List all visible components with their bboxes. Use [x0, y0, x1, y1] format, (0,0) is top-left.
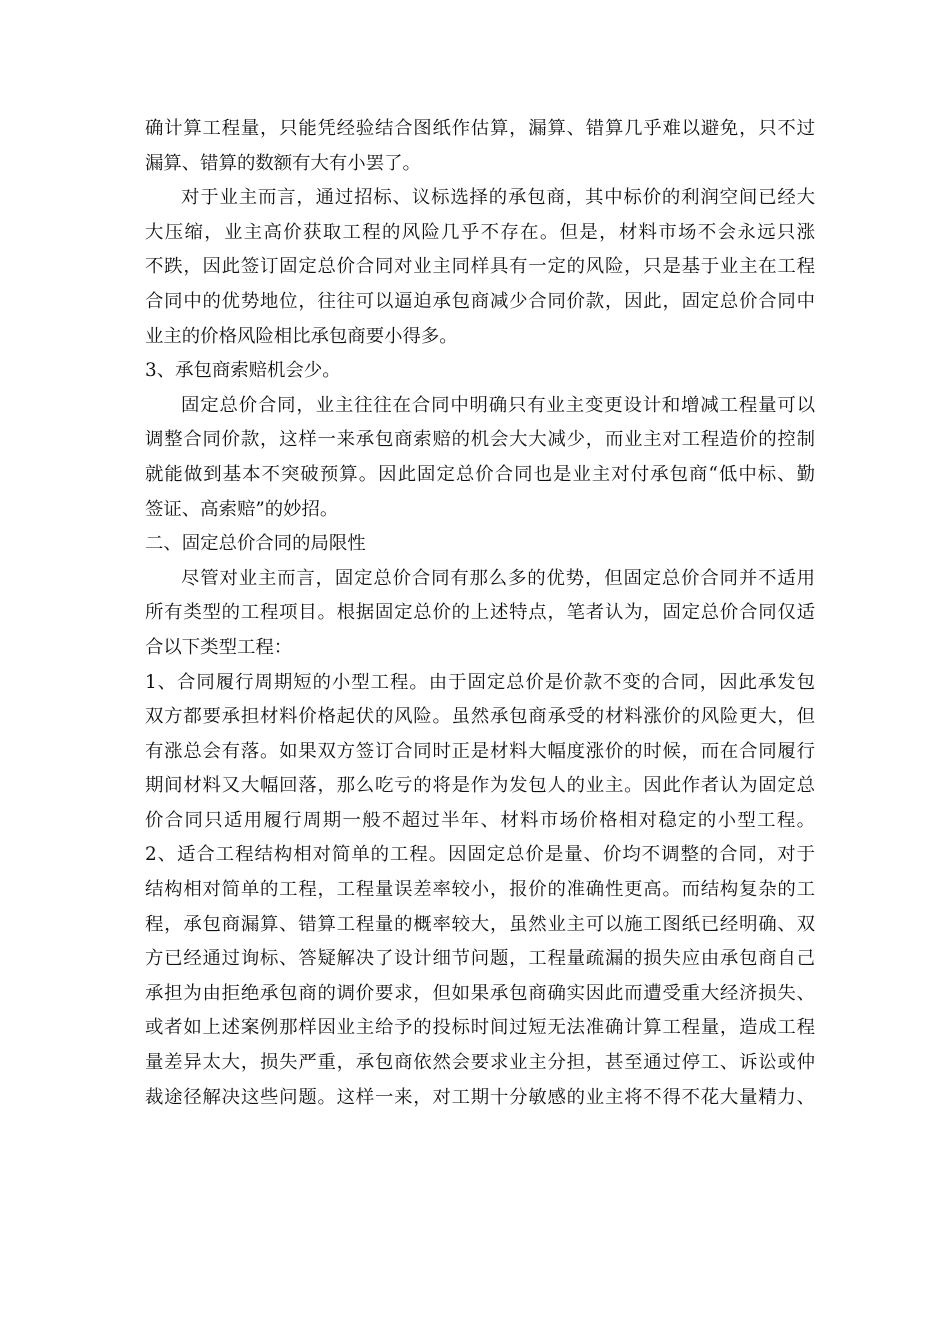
text-line: 3、承包商索赔机会少。	[145, 360, 341, 382]
text-line: 价合同只适用履行周期一般不超过半年、材料市场价格相对稳定的小型工程。	[145, 809, 815, 831]
text-line: 有涨总会有落。如果双方签订合同时正是材料大幅度涨价的时候，而在合同履行	[145, 740, 815, 762]
text-line: 2、适合工程结构相对简单的工程。因固定总价是量、价均不调整的合同，对于	[145, 844, 815, 866]
text-line: 不跌，因此签订固定总价合同对业主同样具有一定的风险，只是基于业主在工程	[145, 256, 815, 278]
text-line: 量差异太大，损失严重，承包商依然会要求业主分担，甚至通过停工、诉讼或仲	[145, 1052, 815, 1074]
text-line: 期间材料又大幅回落，那么吃亏的将是作为发包人的业主。因此作者认为固定总	[145, 775, 815, 797]
text-line: 方已经通过询标、答疑解决了设计细节问题，工程量疏漏的损失应由承包商自己	[145, 948, 815, 970]
text-line: 签证、高索赔”的妙招。	[145, 498, 339, 520]
text-line: 确计算工程量，只能凭经验结合图纸作估算，漏算、错算几乎难以避免，只不过	[145, 118, 815, 139]
text-line: 业主的价格风险相比承包商要小得多。	[145, 325, 458, 347]
text-line: 承担为由拒绝承包商的调价要求，但如果承包商确实因此而遭受重大经济损失、	[145, 982, 815, 1004]
text-line: 尽管对业主而言，固定总价合同有那么多的优势，但固定总价合同并不适用	[181, 567, 815, 589]
text-line: 或者如上述案例那样因业主给予的投标时间过短无法准确计算工程量，造成工程	[145, 1017, 815, 1039]
text-line: 1、合同履行周期短的小型工程。由于固定总价是价款不变的合同，因此承发包	[145, 671, 815, 693]
text-line: 双方都要承担材料价格起伏的风险。虽然承包商承受的材料涨价的风险更大，但	[145, 706, 815, 728]
text-line: 结构相对简单的工程，工程量误差率较小，报价的准确性更高。而结构复杂的工	[145, 879, 815, 901]
text-line: 大压缩，业主高价获取工程的风险几乎不存在。但是，材料市场不会永远只涨	[145, 221, 815, 243]
text-line: 调整合同价款，这样一来承包商索赔的机会大大减少，而业主对工程造价的控制	[145, 429, 815, 451]
text-line: 所有类型的工程项目。根据固定总价的上述特点，笔者认为，固定总价合同仅适	[145, 602, 815, 624]
text-line: 合以下类型工程：	[145, 636, 293, 658]
text-line: 固定总价合同，业主往往在合同中明确只有业主变更设计和增减工程量可以	[181, 394, 815, 416]
document-page	[145, 112, 815, 1115]
text-line: 漏算、错算的数额有大有小罢了。	[145, 152, 421, 174]
text-line: 合同中的优势地位，往往可以逼迫承包商减少合同价款，因此，固定总价合同中	[145, 290, 815, 312]
text-line: 程，承包商漏算、错算工程量的概率较大，虽然业主可以施工图纸已经明确、双	[145, 913, 815, 935]
text-line: 对于业主而言，通过招标、议标选择的承包商，其中标价的利润空间已经大	[181, 187, 815, 209]
text-line: 裁途径解决这些问题。这样一来，对工期十分敏感的业主将不得不花大量精力、	[145, 1086, 815, 1108]
text-line: 就能做到基本不突破预算。因此固定总价合同也是业主对付承包商“低中标、勤	[145, 463, 815, 485]
text-line: 二、固定总价合同的局限性	[145, 533, 366, 555]
